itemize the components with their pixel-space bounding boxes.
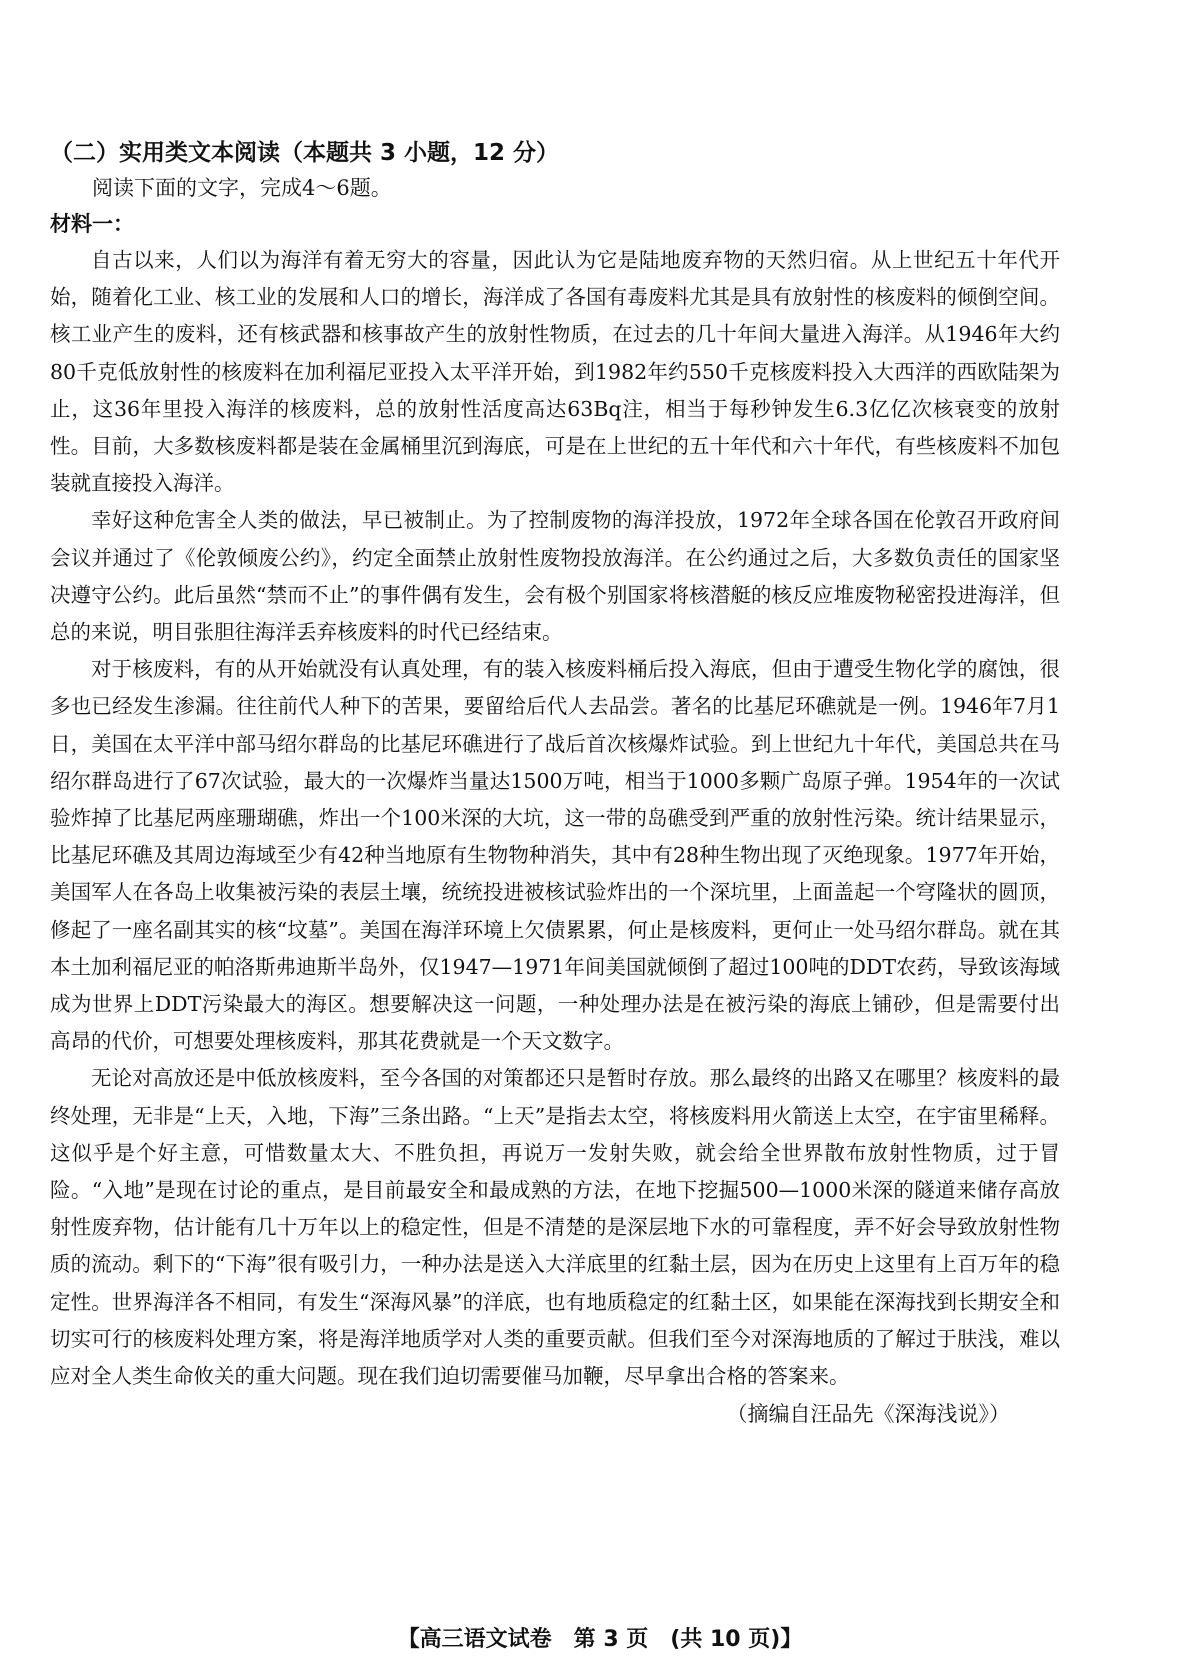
material-paragraph-4: 无论对高放还是中低放核废料，至今各国的对策都还只是暂时存放。那么最终的出路又在哪里？核废料的最终处理，无非是“上天，入地，下海”三条出路。“上天”是指去太空，将核废料用火箭送上太空，在宇宙里稀释。这似乎是个好主意，可惜数量太大、不胜负担，再说万一发射失败，就会给全世界散布放射性物质，过于冒险。“入地”是现在讨论的重点，是目前最安全和最成熟的方法，在地下挖掘500—1000米深的隧道来储存高放射性废弃物，估计能有几十万年以上的稳定性，但是不清楚的是深层地下水的可靠程度，弄不好会导致放射性物质的流动。剩下的“下海”很有吸引力，一种办法是送入大洋底里的红黏土层，因为在历史上这里有上百万年的稳定性。世界海洋各不相同，有发生“深海风暴”的洋底，也有地质稳定的红黏土区，如果能在深海找到长期安全和切实可行的核废料处理方案，将是海洋地质学对人类的重要贡献。但我们至今对深海地质的了解过于肤浅，难以应对全人类生命攸关的重大问题。现在我们迫切需要催马加鞭，尽早拿出合格的答案来。 <box>50 1066 1060 1389</box>
section-title: （二）实用类文本阅读（本题共 3 小题，12 分） <box>50 140 560 166</box>
page-footer: 【高三语文试卷 第 3 页 (共 10 页)】 <box>397 1627 803 1652</box>
material-label: 材料一： <box>50 212 134 236</box>
material-paragraph-2: 幸好这种危害全人类的做法，早已被制止。为了控制废物的海洋投放，1972年全球各国在伦敦召开政府间会议并通过了《伦敦倾废公约》，约定全面禁止放射性废物投放海洋。在公约通过之后，大多数负责任的国家坚决遵守公约。此后虽然“禁而不止”的事件偶有发生，会有极个别国家将核潜艇的核反应堆废物秘密投进海洋，但总的来说，明目张胆往海洋丢弃核废料的时代已经结束。 <box>50 508 1060 645</box>
reading-instruction: 阅读下面的文字，完成4～6题。 <box>92 176 392 200</box>
material-paragraph-1: 自古以来，人们以为海洋有着无穷大的容量，因此认为它是陆地废弃物的天然归宿。从上世纪五十年代开始，随着化工业、核工业的发展和人口的增长，海洋成了各国有毒废料尤其是具有放射性的核废料的倾倒空间。核工业产生的废料，还有核武器和核事故产生的放射性物质，在过去的几十年间大量进入海洋。从1946年大约80千克低放射性的核废料在加利福尼亚投入太平洋开始，到1982年约550千克核废料投入大西洋的西欧陆架为止，这36年里投入海洋的核废料，总的放射性活度高达63Bq注，相当于每秒钟发生6.3亿亿次核衰变的放射性。目前，大多数核废料都是装在金属桶里沉到海底，可是在上世纪的五十年代和六十年代，有些核废料不加包装就直接投入海洋。 <box>50 248 1060 496</box>
source-citation: （摘编自汪品先《深海浅说》） <box>726 1402 1010 1427</box>
material-paragraph-3: 对于核废料，有的从开始就没有认真处理，有的装入核废料桶后投入海底，但由于遭受生物化学的腐蚀，很多也已经发生渗漏。往往前代人种下的苦果，要留给后代人去品尝。著名的比基尼环礁就是一例。1946年7月1日，美国在太平洋中部马绍尔群岛的比基尼环礁进行了战后首次核爆炸试验。到上世纪九十年代，美国总共在马绍尔群岛进行了67次试验，最大的一次爆炸当量达1500万吨，相当于1000多颗广岛原子弹。1954年的一次试验炸掉了比基尼两座珊瑚礁，炸出一个100米深的大坑，这一带的岛礁受到严重的放射性污染。统计结果显示，比基尼环礁及其周边海域至少有42种当地原有生物物种消失，其中有28种生物出现了灭绝现象。1977年开始，美国军人在各岛上收集被污染的表层土壤，统统投进被核试验炸出的一个深坑里，上面盖起一个穹隆状的圆顶，修起了一座名副其实的核“坟墓”。美国在海洋环境上欠债累累，何止是核废料，更何止一处马绍尔群岛。就在其本土加利福尼亚的帕洛斯弗迪斯半岛外，仅1947—1971年间美国就倾倒了超过100吨的DDT农药，导致该海域成为世界上DDT污染最大的海区。想要解决这一问题，一种处理办法是在被污染的海底上铺砂，但是需要付出高昂的代价，可想要处理核废料，那其花费就是一个天文数字。 <box>50 657 1061 1054</box>
exam-page <box>50 136 1060 1433</box>
